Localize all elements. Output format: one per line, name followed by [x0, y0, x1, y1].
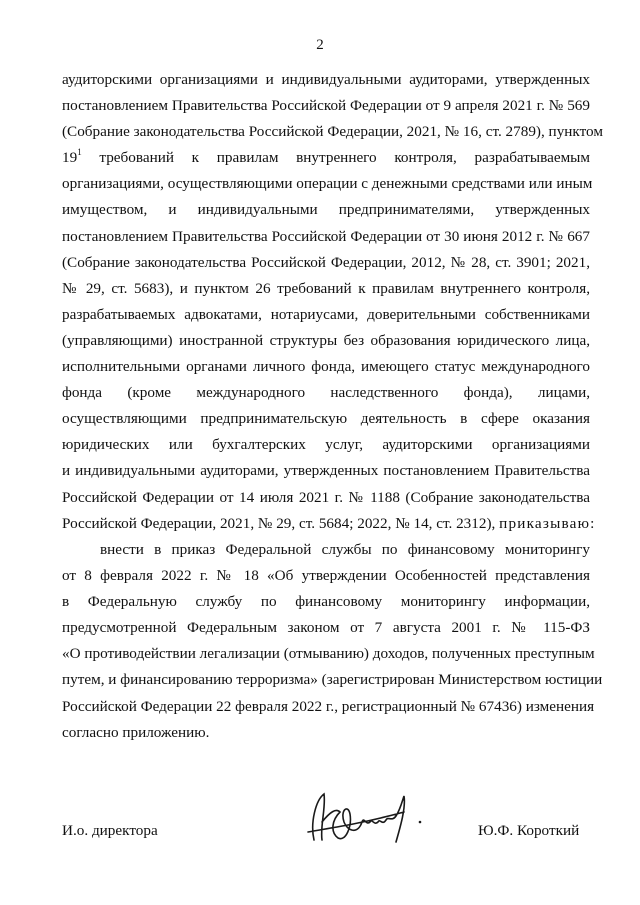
text-line — [62, 145, 590, 171]
handwritten-signature — [300, 782, 440, 852]
paragraph-order — [62, 537, 603, 746]
text-line: исполнительными органами личного фонда, имеющего статус международного — [62, 358, 590, 376]
text-line — [62, 511, 596, 537]
text-fragment: требований к правилам внутреннего контроля, разрабатываемым — [99, 149, 590, 167]
text-line: постановлением Правительства Российской Федерации от 9 апреля 2021 г. № 569 — [62, 97, 590, 115]
text-line: предусмотренной Федеральным законом от 7 августа 2001 г. № 115-ФЗ — [62, 619, 590, 637]
text-fragment: Российской Федерации, 2021, № 29, ст. 5684; 2022, № 14, ст. 2312), — [62, 514, 496, 532]
signer-position: И.о. директора — [62, 822, 158, 839]
text-line: «О противодействии легализации (отмыванию) доходов, полученных преступным — [62, 645, 595, 663]
paragraph-legal-basis — [62, 67, 603, 537]
text-line: № 29, ст. 5683), и пунктом 26 требований к правилам внутреннего контроля, — [62, 279, 590, 297]
orders-word: приказываю: — [499, 514, 596, 532]
point-number: 19 — [62, 149, 78, 167]
text-line: фонда (кроме международного наследственного фонда), лицами, — [62, 384, 590, 402]
text-line: (Собрание законодательства Российской Федерации, 2021, № 16, ст. 2789), пунктом — [62, 123, 603, 141]
text-line: путем, и финансированию терроризма» (зарегистрирован Министерством юстиции — [62, 671, 603, 689]
text-line: разрабатываемых адвокатами, нотариусами, доверительными собственниками — [62, 305, 590, 323]
text-line: (Собрание законодательства Российской Федерации, 2012, № 28, ст. 3901; 2021, — [62, 253, 590, 271]
text-line: в Федеральную службу по финансовому мониторингу информации, — [62, 593, 590, 611]
text-line: имуществом, и индивидуальными предпринимателями, утвержденных — [62, 201, 590, 219]
text-line: аудиторскими организациями и индивидуальными аудиторами, утвержденных — [62, 71, 590, 88]
text-line: организациями, осуществляющими операции с денежными средствами или иным — [62, 175, 593, 193]
signer-name: Ю.Ф. Короткий — [478, 822, 580, 839]
point-superscript: 1 — [77, 147, 82, 158]
text-line: юридических или бухгалтерских услуг, аудиторскими организациями — [62, 436, 590, 454]
text-line: внести в приказ Федеральной службы по финансовому мониторингу — [100, 541, 590, 558]
text-line: осуществляющими предпринимательскую деятельность в сфере оказания — [62, 410, 590, 428]
text-line: Российской Федерации 22 февраля 2022 г., регистрационный № 67436) изменения — [62, 697, 595, 715]
text-line: (управляющими) иностранной структуры без образования юридического лица, — [62, 331, 590, 349]
text-line: Российской Федерации от 14 июля 2021 г. № 1188 (Собрание законодательства — [62, 488, 590, 506]
text-line: постановлением Правительства Российской Федерации от 30 июня 2012 г. № 667 — [62, 227, 590, 245]
text-line: и индивидуальными аудиторами, утвержденных постановлением Правительства — [62, 462, 590, 480]
text-line: от 8 февраля 2022 г. № 18 «Об утверждении Особенностей представления — [62, 567, 590, 585]
page-number: 2 — [316, 37, 324, 53]
text-line: согласно приложению. — [62, 723, 210, 741]
